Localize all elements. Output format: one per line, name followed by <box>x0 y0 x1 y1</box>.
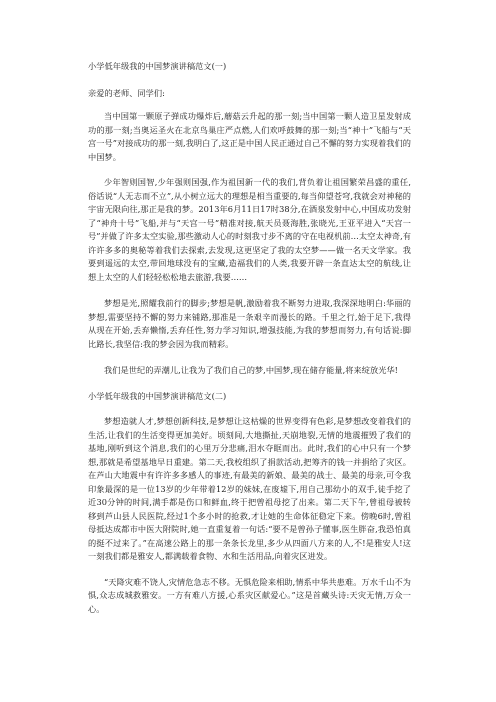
paragraph: 梦想造就人才,梦想创新科技,是梦想让这枯燥的世界变得有色彩,是梦想改变着我们的生活,让我们的生活变得更加美好。顷刻间,大地撕扯,天崩地裂,无情的地震摧毁了我们的基地,刚听到这个消息,我们的心里万分悲痛,泪水夺眶而出。此时,我们的心中只有一个梦想,那就是希望基地早日重建。第二天,我校组织了捐款活动,把筹齐的钱一并捐给了灾区。在芦山大地震中有许许多多感人的事迹,有最美的新娘、最美的战士、最美的母亲,可令我印象最深的是一位13岁的少年带着12岁的妹妹,在废墟下,用自己那幼小的双手,徒手挖了近30分钟的时间,满手都是伤口和鲜血,终于把曾祖母挖了出来。第二天下午,曾祖母被转移到芦山县人民医院,经过1个多小时的抢救,才让她的生命体征稳定下来。傍晚6时,曾祖母抵达成都市中医大附院时,她一直重复着一句话:“要不是曾孙子懂事,医生胖奋,我恐怕真的挺不过来了。”在高速公路上的那一条条长龙里,多少从四面八方来的人,不!是雅安人!这一刻我们都是雅安人,都满载着食物、水和生活用品,向着灾区进发。 <box>88 416 411 561</box>
paragraph: 我们是世纪的弄潮儿,让我为了我们自己的梦,中国梦,现在储存能量,将来绽放光华! <box>104 365 399 375</box>
section-title-2: 小学低年级我的中国梦演讲稿范文(二) <box>88 390 227 401</box>
document-body <box>88 60 411 616</box>
paragraph: 当中国第一颗原子弹成功爆炸后,蘑菇云升起的那一刻;当中国第一颗人造卫星发射成功的那一刻;当奥运圣火在北京鸟巢庄严点燃,人们欢呼鼓舞的那一刻;当“神十”飞船与“天宫一号”对接成功的那一刻,我明白了,这正是中国人民正通过自己不懈的努力实现着我们的中国梦。 <box>88 111 411 162</box>
paragraph: 少年智则国智,少年强则国强,作为祖国新一代的我们,背负着让祖国繁荣昌盛的重任,俗话说“人无志而不立”,从小树立远大的理想是相当重要的,每当仰望苍穹,我就会对神秘的宇宙无限向往,那正是我的梦。2013年6月11日17时38分,在酒泉发射中心,中国成功发射了“神舟十号”飞船,并与“天宫一号”精准对接,航天员聂海胜,张晓光,王亚平进入“天宫一号”并做了许多太空实验,那些激动人心的时刻我寸步不离的守在电视机前…太空太神奇,有许许多多的奥秘等着我们去探索,去发现,这更坚定了我的太空梦——做一名天文学家。我要到遥远的太空,带回地球没有的宝藏,造福我们的人类,我要开辟一条直达太空的航线,让想上太空的人们轻轻松松地去旅游,我要…… <box>88 177 411 282</box>
salutation: 亲爱的老师、同学们: <box>88 87 165 98</box>
section-title-1: 小学低年级我的中国梦演讲稿范文(一) <box>88 61 227 71</box>
paragraph: “天降灾难不饶人,灾情危急志不移。无惧危险来相助,情系中华共患难。万水千山不为惧,众志成城救雅安。一方有难八方援,心系灾区献爱心。”这是首藏头诗:天灾无情,万众一心。 <box>88 576 411 614</box>
paragraph: 梦想是光,照耀我前行的脚步;梦想是帆,激励着我不断努力进取,我深深地明白:华丽的梦想,需要坚持不懈的努力来铺路,那准是一条艰辛而漫长的路。千里之行,始于足下,我得从现在开始,丢弃懒惰,丢弃任性,努力学习知识,增强技能,为我的梦想而努力,有句话说:脚比路长,我坚信:我的梦会因为我而精彩。 <box>88 298 411 349</box>
